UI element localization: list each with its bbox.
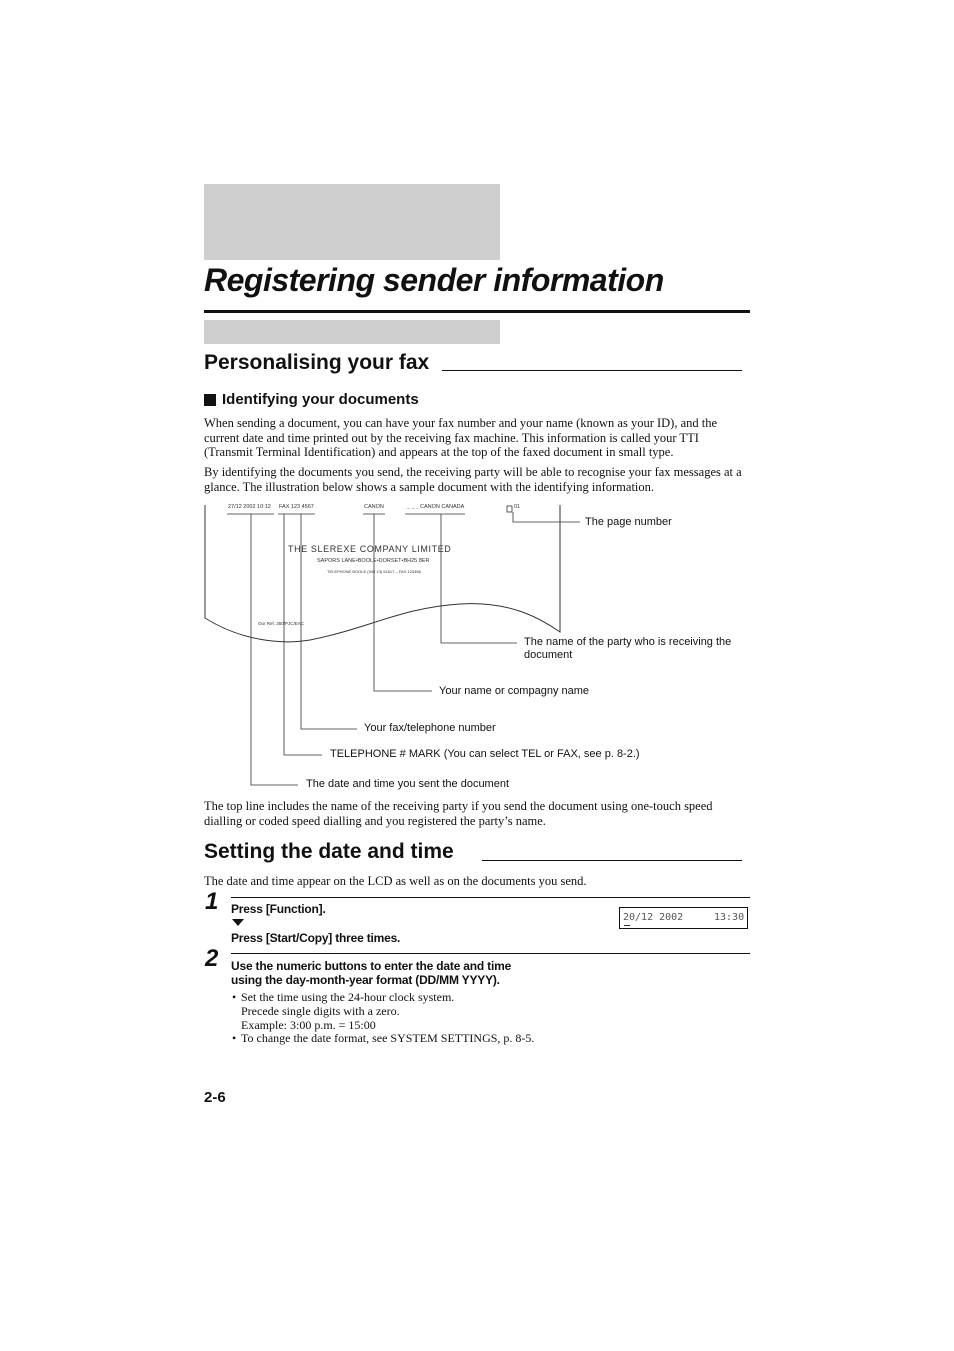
header-arrow-icon: →→→ — [406, 505, 420, 510]
recipient-leader — [441, 514, 517, 643]
paragraph-identifying: By identifying the documents you send, the receiving party will be able to recognise your fax messages at a glance. The illustration below shows a sample document with the identifying information. — [204, 465, 742, 494]
section-header-bar — [204, 320, 500, 344]
bullet2-text: To change the date format, see SYSTEM SETTINGS, p. 8-5. — [241, 1031, 535, 1045]
bullet-icon: • — [232, 1031, 237, 1045]
bullet-icon: • — [232, 990, 237, 1004]
lcd-display — [619, 907, 748, 929]
paragraph-tti: When sending a document, you can have your fax number and your name (known as your ID), and the current date and time printed out by the receiving fax machine. This information is called your TTI (Transmit Terminal Identification) and appears at the top of the faxed document in small type. — [204, 416, 718, 459]
lcd-date: 20/12 2002 — [623, 912, 684, 923]
your-name-leader — [374, 514, 432, 691]
step2-instruction: Use the numeric buttons to enter the date and time using the day-month-year format (DD/MM YYYY). — [231, 959, 512, 987]
sample-ref: Our Ref. 350/PJC/EAC — [258, 621, 305, 626]
lcd-time: 13:30 — [714, 912, 745, 923]
callout-receiving-party: The name of the party who is receiving the document — [524, 636, 732, 661]
page-number: 2-6 — [204, 1089, 226, 1106]
page-title: Registering sender information — [204, 262, 664, 298]
step-number-1: 1 — [205, 888, 219, 915]
heading-rule — [482, 860, 742, 861]
step1-function: Press [Function]. — [231, 902, 326, 916]
subheading-text: Identifying your documents — [222, 391, 419, 408]
square-bullet-icon — [204, 394, 216, 406]
section-heading-date-time: Setting the date and time — [204, 840, 454, 863]
bullet1-line1: Set the time using the 24-hour clock system. — [241, 990, 455, 1004]
date-leader — [251, 514, 298, 785]
chapter-header-bar — [204, 184, 500, 260]
page-number-leader — [513, 512, 580, 522]
paragraph-top-line: The top line includes the name of the receiving party if you send the document using one-touch speed dialling or coded speed dialling and you registered the party’s name. — [204, 799, 713, 828]
heading-rule — [442, 370, 742, 371]
callout-your-name: Your name or compagny name — [439, 685, 590, 697]
step-rule — [231, 953, 750, 954]
callout-tel-mark: TELEPHONE # MARK (You can select TEL or FAX, see p. 8-2.) — [330, 748, 640, 760]
header-date: 27/12 2002 10:12 — [228, 504, 271, 510]
header-fax: FAX 123 4567 — [279, 504, 314, 510]
header-page: 01 — [514, 504, 521, 510]
section-heading-personalising: Personalising your fax — [204, 351, 430, 374]
bullet1-line3: Example: 3:00 p.m. = 15:00 — [241, 1018, 376, 1032]
arrow-down-icon — [232, 919, 244, 927]
sample-address: SAPORS LANE•BOOLE•DORSET•BH25 8ER — [317, 558, 430, 564]
header-name: CANON — [364, 504, 384, 510]
sample-company-name: THE SLEREXE COMPANY LIMITED — [288, 544, 452, 554]
step-number-2: 2 — [205, 945, 219, 972]
paragraph-date-intro: The date and time appear on the LCD as well as on the documents you send. — [204, 874, 587, 888]
callout-page-number: The page number — [585, 516, 672, 528]
lcd-cursor — [624, 925, 630, 926]
step-rule — [231, 897, 750, 898]
callout-date-time: The date and time you sent the document — [306, 778, 510, 790]
sample-telephone: TELEPHONE BOOLE (945 13) 51617 – FAX 123456 — [327, 569, 421, 574]
title-rule — [204, 310, 750, 313]
callout-fax-number: Your fax/telephone number — [364, 722, 496, 734]
header-recipient: CANON CANADA — [420, 504, 465, 510]
step1-start-copy: Press [Start/Copy] three times. — [231, 931, 401, 945]
subheading-identifying — [204, 391, 419, 408]
bullet1-line2: Precede single digits with a zero. — [241, 1004, 400, 1018]
page-marker — [507, 506, 512, 512]
